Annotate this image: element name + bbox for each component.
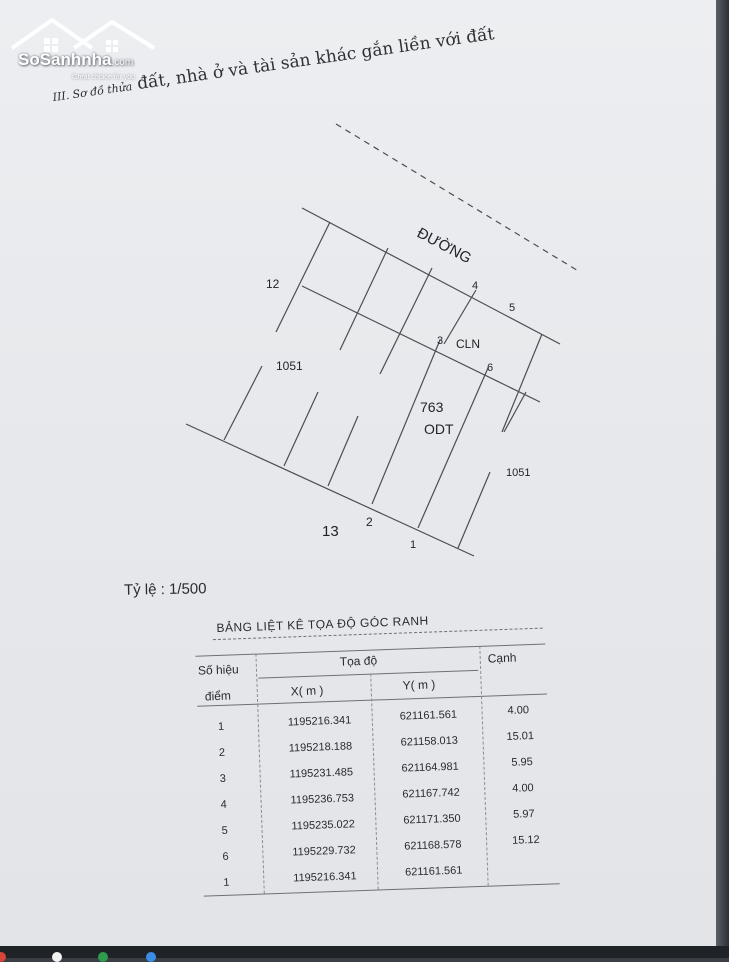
row-y: 621168.578 [404,838,462,853]
section-title: đất, nhà ở và tài sản khác gắn liền với đất [135,24,496,95]
point-label: 3 [437,335,444,347]
row-y: 621161.561 [404,864,463,879]
neighbor-lot-line [380,268,432,374]
scale-label: Tỷ lệ : 1/500 [123,580,207,599]
parcel-number: 763 [420,399,444,415]
table-title: BẢNG LIỆT KÊ TỌA ĐỘ GÓC RANH [216,613,429,636]
row-y: 621164.981 [401,760,460,775]
row-point: 5 [221,824,228,837]
taskbar [0,946,729,958]
neighbor-lot-line [224,366,262,440]
road-label: ĐƯỜNG [414,224,475,268]
row-point: 1 [217,720,225,734]
row-x: 1195229.732 [292,844,356,859]
neighbor-parcel-left: 1051 [276,359,303,373]
header-coords: Tọa độ [339,653,378,669]
watermark-brand: SoSanhnha.com [18,50,134,69]
point-label: 5 [509,302,516,314]
coordinates-table [188,601,563,914]
land-use-code: ODT [424,421,454,437]
row-x: 1195218.188 [288,740,353,755]
neighbor-parcel-bottom: 13 [322,523,339,540]
row-point: 3 [219,772,227,785]
point-label: 6 [487,362,494,374]
row-edge: 4.00 [507,704,530,717]
row-edge: 5.95 [511,756,534,769]
point-label: 1 [410,539,417,551]
row-x: 1195231.485 [289,766,354,781]
row-y: 621161.561 [399,708,458,723]
row-x: 1195216.341 [287,714,352,729]
parcel-boundary-right [418,368,488,528]
row-y: 621167.742 [402,786,460,801]
row-point: 1 [223,876,230,889]
row-edge: 5.97 [512,808,535,821]
neighbor-lot-line [504,392,526,432]
row-edge: 4.00 [512,782,534,795]
taskbar-app-icon[interactable] [52,952,62,962]
table-rule [258,670,478,679]
row-edge: 15.01 [506,730,535,743]
neighbor-lot-line [276,222,330,332]
row-x: 1195236.753 [290,792,355,807]
row-point: 6 [222,850,229,863]
watermark-tagline: Great choice for you [72,74,136,81]
neighbor-lot-line [284,392,318,466]
point-label: 4 [472,280,479,292]
neighbor-parcel-top: 12 [266,277,280,291]
header-x: X( m ) [290,683,324,699]
taskbar-app-icon[interactable] [146,952,156,962]
neighbor-lot-line [458,472,490,548]
row-point: 4 [220,798,228,811]
page-shadow-edge [716,0,729,946]
header-edge: Cạnh [487,650,517,666]
neighbor-lot-line [444,290,476,344]
row-y: 621158.013 [400,734,459,749]
point-label: 2 [366,515,373,529]
watermark-domain: .com [111,57,134,68]
row-x: 1195216.341 [293,870,357,885]
neighbor-lot-line [340,248,388,350]
table-rule [204,883,560,896]
row-edge: 15.12 [511,833,540,847]
taskbar-app-icon[interactable] [98,952,108,962]
header-point-line2: điểm [204,688,232,704]
table-column-divider [255,654,264,894]
row-point: 2 [218,746,226,760]
section-prefix: III. Sơ đồ thửa [51,79,134,105]
taskbar-app-icon[interactable] [0,952,6,962]
table-column-divider [370,674,379,890]
header-point-line1: Số hiệu [197,662,239,678]
road-edge-code: CLN [456,337,481,351]
table-column-divider [479,646,488,886]
row-y: 621171.350 [403,812,461,827]
neighbor-parcel-right: 1051 [506,467,531,479]
neighbor-lot-line [502,334,542,432]
neighbor-lot-line [328,416,358,486]
row-x: 1195235.022 [291,818,356,833]
header-y: Y( m ) [402,677,436,693]
